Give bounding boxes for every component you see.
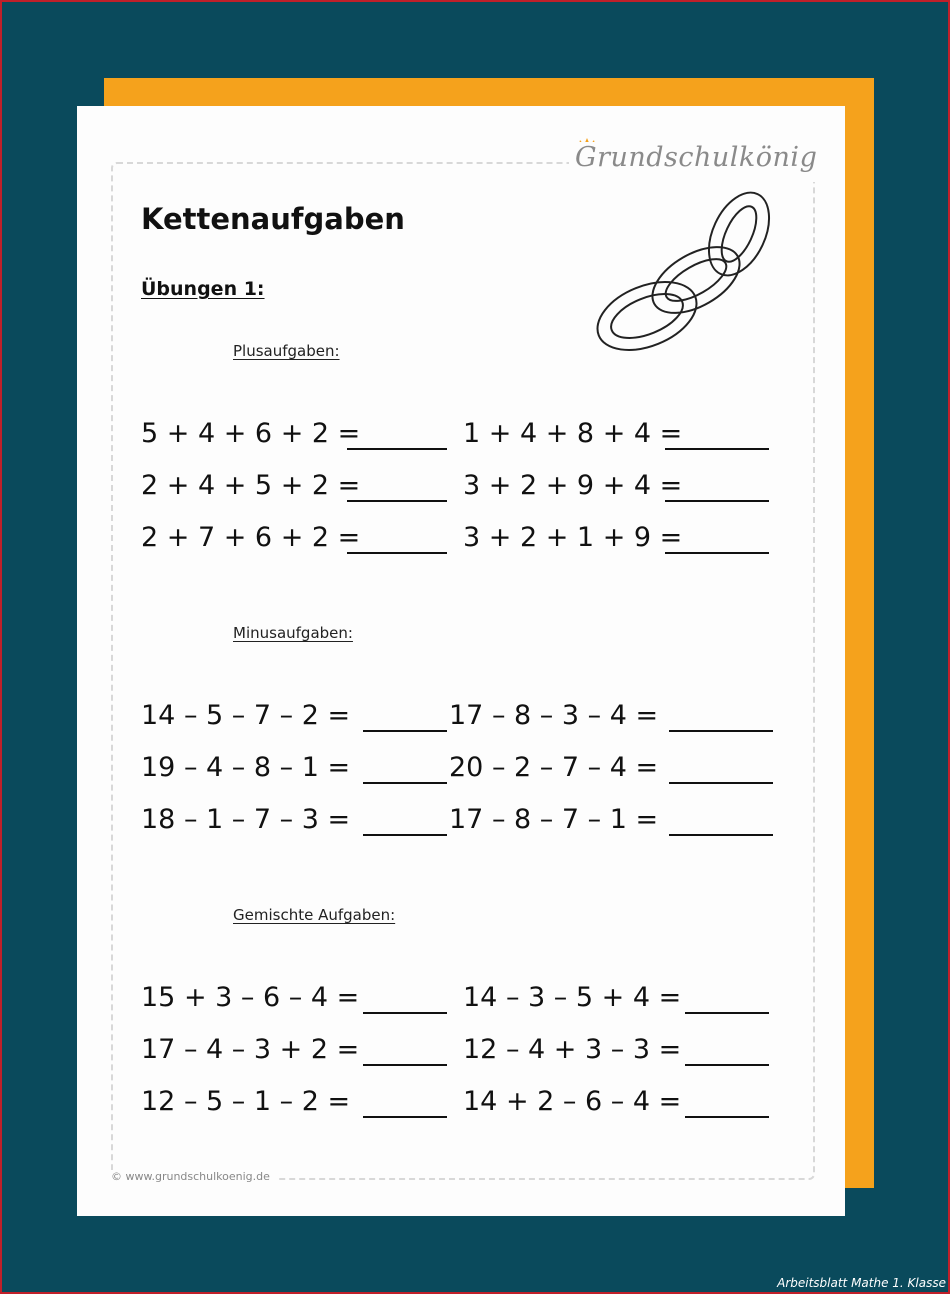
problem-row — [141, 804, 781, 840]
image-caption: Arbeitsblatt Mathe 1. Klasse — [777, 1276, 946, 1290]
answer-blank[interactable] — [665, 500, 769, 502]
answer-blank[interactable] — [685, 1012, 769, 1014]
answer-blank[interactable] — [347, 448, 447, 450]
problem: 19 – 4 – 8 – 1 = — [141, 752, 351, 783]
section-mixed-heading: Gemischte Aufgaben: — [233, 906, 396, 924]
answer-blank[interactable] — [665, 552, 769, 554]
problem: 1 + 4 + 8 + 4 = — [463, 418, 683, 449]
copyright-footer: © www.grundschulkoenig.de — [105, 1170, 276, 1183]
answer-blank[interactable] — [347, 552, 447, 554]
problem-row — [141, 418, 781, 454]
problem: 17 – 8 – 7 – 1 = — [449, 804, 659, 835]
answer-blank[interactable] — [363, 782, 447, 784]
problem: 2 + 4 + 5 + 2 = — [141, 470, 361, 501]
problem: 17 – 4 – 3 + 2 = — [141, 1034, 360, 1065]
problem: 14 – 5 – 7 – 2 = — [141, 700, 351, 731]
problem-row — [141, 470, 781, 506]
answer-blank[interactable] — [363, 730, 447, 732]
answer-blank[interactable] — [669, 834, 773, 836]
problem-row — [141, 522, 781, 558]
problem-row — [141, 752, 781, 788]
problem: 14 – 3 – 5 + 4 = — [463, 982, 682, 1013]
exercise-heading: Übungen 1: — [141, 278, 265, 300]
problem: 2 + 7 + 6 + 2 = — [141, 522, 361, 553]
answer-blank[interactable] — [665, 448, 769, 450]
problem-row — [141, 982, 781, 1018]
answer-blank[interactable] — [347, 500, 447, 502]
answer-blank[interactable] — [363, 1012, 447, 1014]
problem: 5 + 4 + 6 + 2 = — [141, 418, 361, 449]
problem: 17 – 8 – 3 – 4 = — [449, 700, 659, 731]
problem: 14 + 2 – 6 – 4 = — [463, 1086, 682, 1117]
section-minus-heading: Minusaufgaben: — [233, 624, 353, 642]
answer-blank[interactable] — [685, 1116, 769, 1118]
page-title: Kettenaufgaben — [141, 202, 405, 236]
section-plus-heading: Plusaufgaben: — [233, 342, 340, 360]
problem: 3 + 2 + 9 + 4 = — [463, 470, 683, 501]
problem-row — [141, 1034, 781, 1070]
brand-logo: Grundschulkönig — [569, 142, 823, 182]
problem: 20 – 2 – 7 – 4 = — [449, 752, 659, 783]
problem: 12 – 5 – 1 – 2 = — [141, 1086, 351, 1117]
chain-illustration — [591, 188, 791, 358]
problem: 3 + 2 + 1 + 9 = — [463, 522, 683, 553]
problem: 12 – 4 + 3 – 3 = — [463, 1034, 682, 1065]
problem: 18 – 1 – 7 – 3 = — [141, 804, 351, 835]
answer-blank[interactable] — [669, 730, 773, 732]
problem: 15 + 3 – 6 – 4 = — [141, 982, 360, 1013]
answer-blank[interactable] — [363, 1116, 447, 1118]
problem-row — [141, 1086, 781, 1122]
answer-blank[interactable] — [363, 1064, 447, 1066]
answer-blank[interactable] — [363, 834, 447, 836]
worksheet-page — [77, 106, 845, 1216]
answer-blank[interactable] — [685, 1064, 769, 1066]
problem-row — [141, 700, 781, 736]
answer-blank[interactable] — [669, 782, 773, 784]
